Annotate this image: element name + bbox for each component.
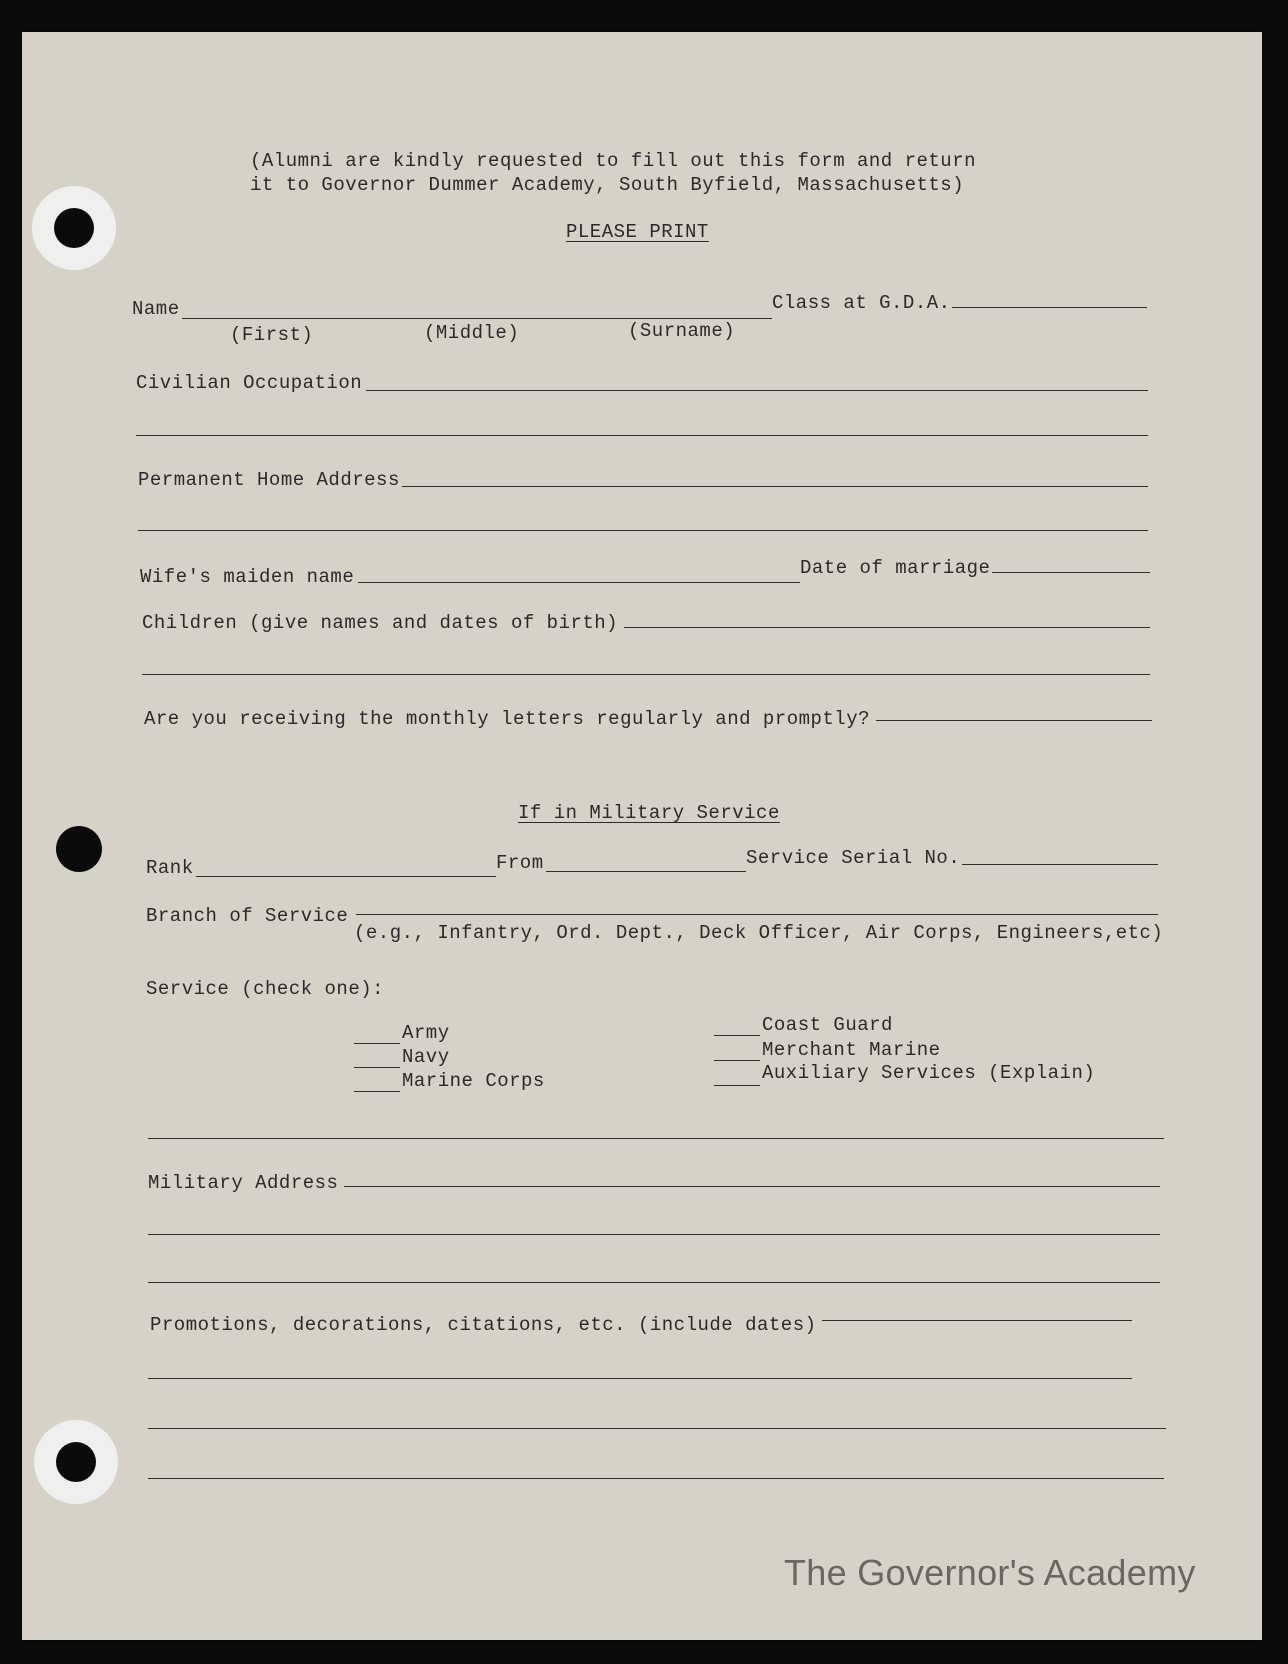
children-label: Children (give names and dates of birth): [142, 612, 619, 634]
promotions-field-3[interactable]: [148, 1428, 1166, 1429]
marine-corps-option: Marine Corps: [402, 1070, 545, 1092]
home-address-label: Permanent Home Address: [138, 469, 400, 491]
navy-option: Navy: [402, 1046, 450, 1068]
home-address-field[interactable]: [402, 486, 1148, 487]
punch-hole-middle: [56, 826, 102, 872]
branch-label: Branch of Service: [146, 905, 349, 927]
marriage-date-field[interactable]: [992, 572, 1150, 573]
home-address-field-2[interactable]: [138, 530, 1148, 531]
navy-checkbox[interactable]: [354, 1067, 400, 1068]
promotions-field-2[interactable]: [148, 1378, 1132, 1379]
rank-field[interactable]: [196, 876, 496, 877]
serial-number-field[interactable]: [962, 864, 1158, 865]
promotions-field-4[interactable]: [148, 1478, 1164, 1479]
name-label: Name: [132, 298, 180, 320]
occupation-field[interactable]: [366, 390, 1148, 391]
first-name-hint: (First): [230, 324, 314, 346]
punch-hole-bottom: [56, 1442, 96, 1482]
intro-line-1: (Alumni are kindly requested to fill out this form and return: [250, 150, 977, 172]
intro-line-2: it to Governor Dummer Academy, South Byfield, Massachusetts): [250, 174, 965, 196]
middle-name-hint: (Middle): [424, 322, 520, 344]
military-address-field[interactable]: [344, 1186, 1160, 1187]
wife-maiden-name-label: Wife's maiden name: [140, 566, 355, 588]
branch-hint: (e.g., Infantry, Ord. Dept., Deck Officer, Air Corps, Engineers,etc): [354, 922, 1164, 944]
serial-number-label: Service Serial No.: [746, 847, 961, 869]
from-field[interactable]: [546, 871, 746, 872]
children-field[interactable]: [624, 627, 1150, 628]
military-address-field-3[interactable]: [148, 1282, 1160, 1283]
class-field[interactable]: [952, 307, 1147, 308]
monthly-letters-field[interactable]: [876, 720, 1152, 721]
academy-watermark: The Governor's Academy: [784, 1552, 1196, 1593]
marriage-date-label: Date of marriage: [800, 557, 991, 579]
wife-maiden-name-field[interactable]: [358, 582, 800, 583]
form-page: [22, 32, 1262, 1640]
coast-guard-option: Coast Guard: [762, 1014, 893, 1036]
auxiliary-services-option: Auxiliary Services (Explain): [762, 1062, 1096, 1084]
monthly-letters-question: Are you receiving the monthly letters regularly and promptly?: [144, 708, 871, 730]
marine-corps-checkbox[interactable]: [354, 1091, 400, 1092]
army-option: Army: [402, 1022, 450, 1044]
military-address-field-2[interactable]: [148, 1234, 1160, 1235]
branch-field[interactable]: [356, 914, 1158, 915]
from-label: From: [496, 852, 544, 874]
military-section-heading: If in Military Service: [518, 802, 780, 824]
promotions-label: Promotions, decorations, citations, etc. (include dates): [150, 1314, 817, 1336]
explain-field[interactable]: [148, 1138, 1164, 1139]
military-address-label: Military Address: [148, 1172, 339, 1194]
auxiliary-services-checkbox[interactable]: [714, 1085, 760, 1086]
children-field-2[interactable]: [142, 674, 1150, 675]
service-check-label: Service (check one):: [146, 978, 385, 1000]
please-print-heading: PLEASE PRINT: [566, 221, 709, 243]
merchant-marine-option: Merchant Marine: [762, 1039, 941, 1061]
surname-hint: (Surname): [628, 320, 736, 342]
merchant-marine-checkbox[interactable]: [714, 1060, 760, 1061]
promotions-field[interactable]: [822, 1320, 1132, 1321]
rank-label: Rank: [146, 857, 194, 879]
coast-guard-checkbox[interactable]: [714, 1035, 760, 1036]
army-checkbox[interactable]: [354, 1043, 400, 1044]
occupation-label: Civilian Occupation: [136, 372, 363, 394]
name-field[interactable]: [182, 318, 772, 319]
class-label: Class at G.D.A.: [772, 292, 951, 314]
occupation-field-2[interactable]: [136, 435, 1148, 436]
punch-hole-top: [54, 208, 94, 248]
